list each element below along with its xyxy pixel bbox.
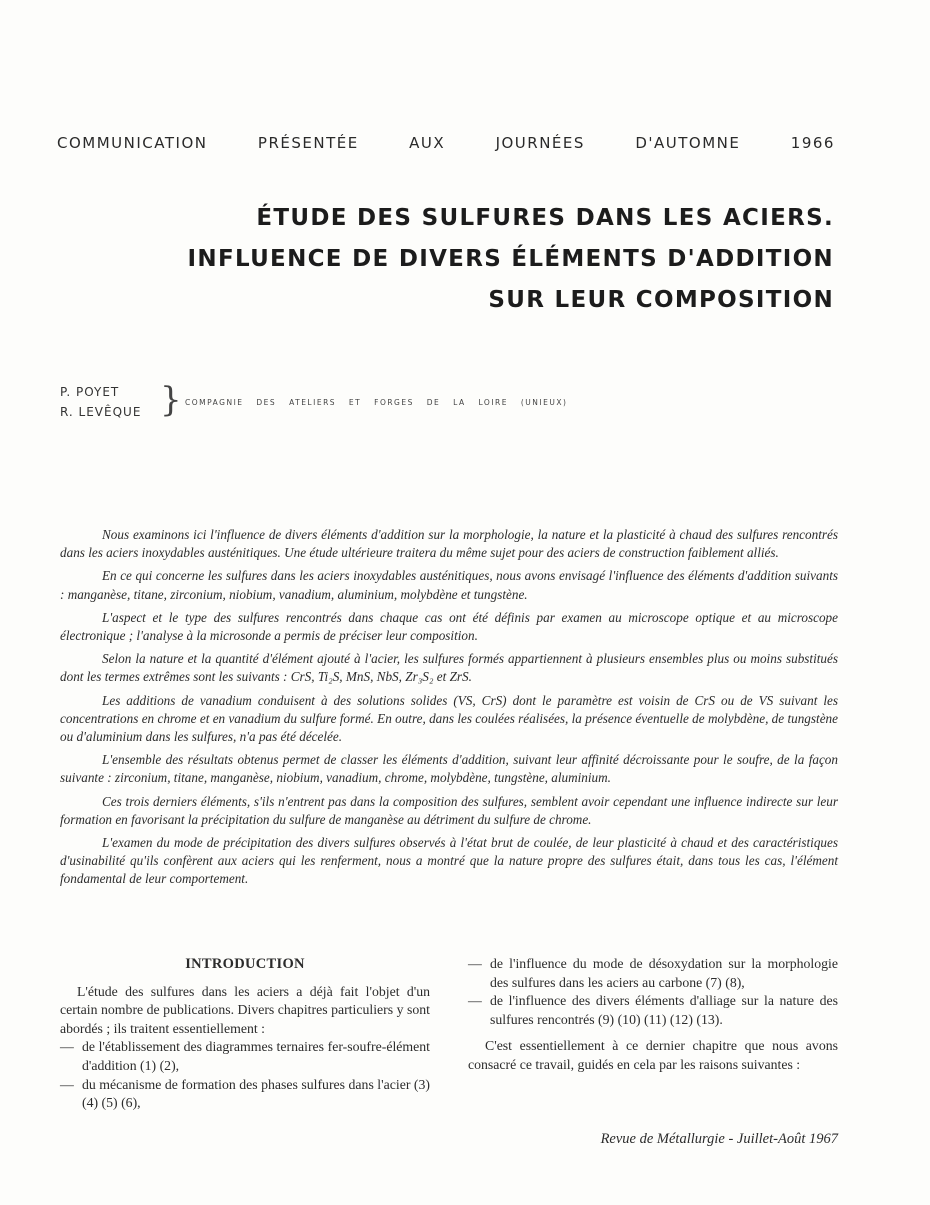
conference-word: COMMUNICATION	[57, 134, 208, 152]
abstract-paragraph: L'ensemble des résultats obtenus permet de classer les éléments d'addition, suivant leur affinité décroissante pour le soufre, de la façon suivante : zirconium, titane, manganèse, niobium, vanadium, chrome, molybdène, tungstène, aluminium.	[60, 752, 838, 786]
author-poyet: P. POYET	[60, 385, 120, 399]
dash-marker: —	[60, 1039, 74, 1055]
list-item-text: de l'établissement des diagrammes ternaires fer-soufre-élément d'addition (1) (2),	[82, 1039, 430, 1073]
list-item-text: de l'influence du mode de désoxydation sur la morphologie des sulfures dans les aciers au carbone (7) (8),	[490, 956, 838, 990]
introduction-paragraph: L'étude des sulfures dans les aciers a déjà fait l'objet d'un certain nombre de publications. Divers chapitres particuliers y sont abordés ; ils traitent essentiellement :	[60, 983, 430, 1036]
list-item-text: du mécanisme de formation des phases sulfures dans l'acier (3) (4) (5) (6),	[82, 1076, 430, 1111]
abstract-paragraph: L'aspect et le type des sulfures rencontrés dans chaque cas ont été définis par examen au microscope optique et au microscope électronique ; l'analyse à la microsonde a permis de préciser leur composition.	[60, 609, 838, 644]
title-line-1: ÉTUDE DES SULFURES DANS LES ACIERS.	[256, 205, 834, 231]
conference-year: 1966	[790, 134, 835, 152]
journal-footer: Revue de Métallurgie - Juillet-Août 1967	[600, 1131, 838, 1147]
list-item	[468, 992, 838, 1029]
dash-marker: —	[468, 956, 482, 971]
list-item	[60, 1076, 430, 1113]
brace-icon: }	[160, 380, 182, 420]
abstract-paragraph: En ce qui concerne les sulfures dans les aciers inoxydables austénitiques, nous avons envisagé l'influence des éléments d'addition suivants : manganèse, titane, zirconium, niobium, vanadium, aluminium, molybdène et tungstène.	[60, 568, 838, 602]
abstract	[60, 526, 838, 894]
conference-line	[57, 134, 835, 152]
introduction-heading: INTRODUCTION	[185, 956, 305, 972]
article-title	[94, 198, 834, 321]
dash-marker: —	[468, 993, 482, 1009]
conference-word: D'AUTOMNE	[635, 134, 741, 152]
abstract-paragraph: Les additions de vanadium conduisent à des solutions solides (VS, CrS) dont le paramètre est voisin de CrS ou de VS suivant les concentrations en chrome et en vanadium du sulfure formé. En outre, dans les coulées réalisées, la présence éventuelle de molybdène, de tungstène ou d'aluminium dans les sulfures, n'a pas été décelée.	[60, 692, 838, 745]
abstract-paragraph: Nous examinons ici l'influence de divers éléments d'addition sur la morphologie, la nature et la plasticité à chaud des sulfures rencontrés dans les aciers inoxydables austénitiques. Une étude ultérieure traitera du même sujet pour des aciers de construction faiblement alliés.	[60, 527, 838, 561]
introduction-left-column	[60, 955, 430, 1113]
abstract-paragraph: Ces trois derniers éléments, s'ils n'entrent pas dans la composition des sulfures, semblent avoir cependant une influence indirecte sur leur formation en favorisant la précipitation du sulfure de manganèse au détriment du sulfure de chrome.	[60, 793, 838, 827]
list-item	[60, 1038, 430, 1075]
conference-word: AUX	[409, 134, 446, 152]
dash-marker: —	[60, 1076, 74, 1092]
authors	[60, 382, 141, 422]
conference-word: JOURNÉES	[495, 134, 585, 152]
introduction-paragraph: C'est essentiellement à ce dernier chapitre que nous avons consacré ce travail, guidés en cela par les raisons suivantes :	[468, 1038, 838, 1072]
title-line-3: SUR LEUR COMPOSITION	[488, 287, 834, 313]
introduction-right-column	[468, 955, 838, 1075]
list-item-text: de l'influence des divers éléments d'alliage sur la nature des sulfures rencontrés (9) (10) (11) (12) (13).	[490, 993, 838, 1027]
author-leveque: R. LEVÊQUE	[60, 405, 142, 419]
list-item	[468, 955, 838, 992]
abstract-paragraph: Selon la nature et la quantité d'élément ajouté à l'acier, les sulfures formés appartiennent à plusieurs ensembles plus ou moins substitués dont les termes extrêmes sont les suivants : CrS, Ti₂S, MnS, NbS, Zr₃S₂ et ZrS.	[60, 651, 838, 685]
affiliation: COMPAGNIE DES ATELIERS ET FORGES DE LA LOIRE (UNIEUX)	[185, 398, 568, 407]
abstract-paragraph: L'examen du mode de précipitation des divers sulfures observés à l'état brut de coulée, de leur plasticité à chaud et des caractéristiques d'usinabilité qu'ils confèrent aux aciers qui les renferment, nous a montré que la nature propre des sulfures était, dans tous les cas, l'élément fondamental de leur comportement.	[60, 835, 838, 887]
conference-word: PRÉSENTÉE	[257, 134, 359, 152]
title-line-2: INFLUENCE DE DIVERS ÉLÉMENTS D'ADDITION	[187, 246, 834, 272]
